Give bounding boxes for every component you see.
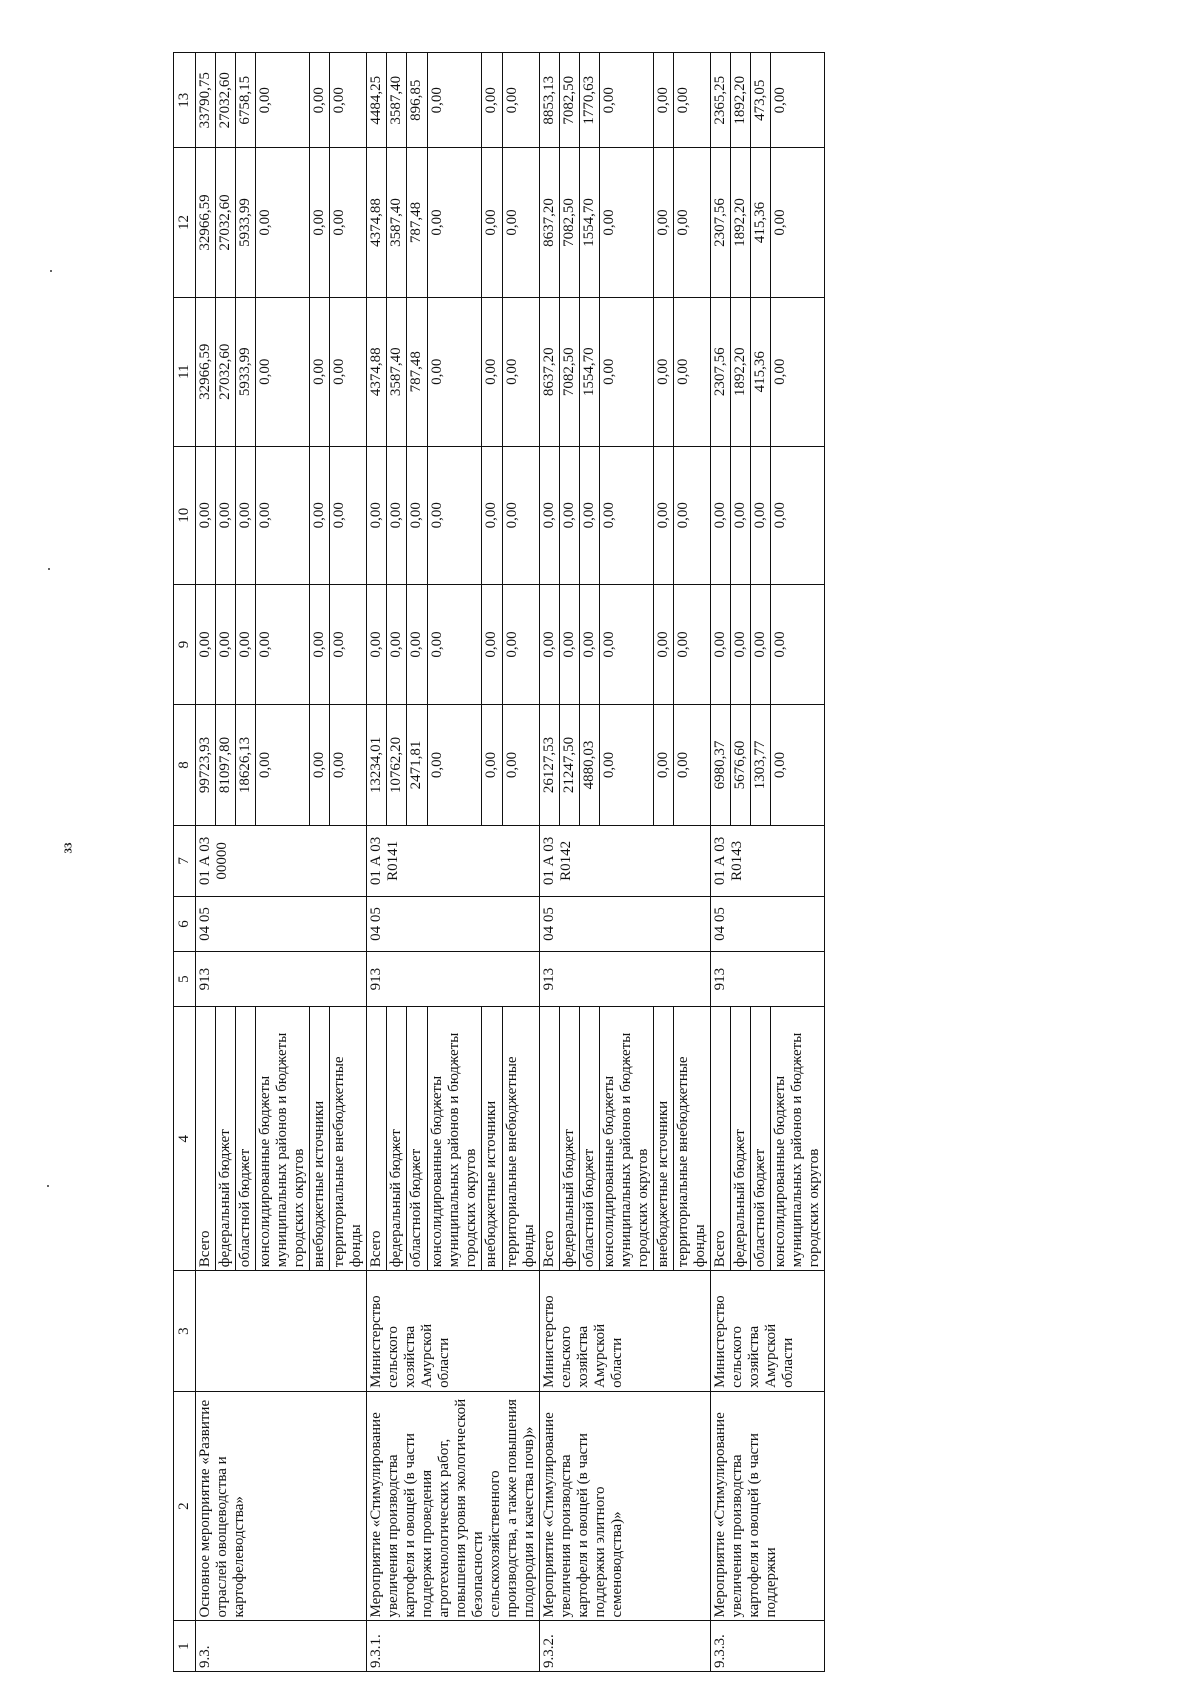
page-number: 33 [62, 842, 75, 854]
amount-cell: 0,00 [310, 148, 330, 297]
table-row [540, 53, 560, 1672]
amount-cell: 0,00 [427, 53, 482, 148]
amount-cell: 0,00 [482, 148, 502, 297]
item-number: 9.3.3. [711, 1621, 825, 1672]
funding-source: территориальные внебюджетные фонды [502, 1007, 540, 1271]
amount-cell: 27032,60 [216, 148, 236, 297]
amount-cell: 0,00 [330, 446, 367, 584]
amount-cell: 0,00 [711, 584, 731, 705]
amount-cell: 0,00 [751, 446, 771, 584]
funding-source: федеральный бюджет [560, 1007, 580, 1271]
amount-cell: 0,00 [600, 148, 654, 297]
amount-cell: 0,00 [256, 584, 310, 705]
amount-cell: 896,85 [407, 53, 427, 148]
responsible-executor [196, 1271, 367, 1392]
column-header: 12 [174, 148, 196, 297]
funding-source: федеральный бюджет [731, 1007, 751, 1271]
amount-cell: 32966,59 [196, 148, 216, 297]
amount-cell: 2471,81 [407, 705, 427, 826]
amount-cell: 6980,37 [711, 705, 731, 826]
amount-cell: 787,48 [407, 297, 427, 446]
header-row [174, 53, 196, 1672]
amount-cell: 0,00 [600, 584, 654, 705]
amount-cell: 4880,03 [580, 705, 600, 826]
funding-source: областной бюджет [580, 1007, 600, 1271]
item-title: Основное мероприятие «Развитие отраслей овощеводства и картофелеводства» [196, 1391, 367, 1621]
amount-cell: 0,00 [771, 705, 825, 826]
amount-cell: 81097,80 [216, 705, 236, 826]
amount-cell: 0,00 [540, 584, 560, 705]
amount-cell: 0,00 [711, 446, 731, 584]
amount-cell: 0,00 [256, 446, 310, 584]
amount-cell: 0,00 [330, 584, 367, 705]
column-header: 2 [174, 1391, 196, 1621]
amount-cell: 21247,50 [560, 705, 580, 826]
column-header: 5 [174, 952, 196, 1007]
amount-cell: 0,00 [482, 297, 502, 446]
amount-cell: 0,00 [540, 446, 560, 584]
csr-code: 01 А 03 R0141 [367, 825, 540, 896]
budget-table [173, 52, 825, 1672]
amount-cell: 10762,20 [387, 705, 407, 826]
amount-cell: 0,00 [256, 53, 310, 148]
column-header: 13 [174, 53, 196, 148]
amount-cell: 0,00 [427, 705, 482, 826]
amount-cell: 0,00 [330, 705, 367, 826]
funding-source: Всего [196, 1007, 216, 1271]
amount-cell: 0,00 [654, 53, 674, 148]
amount-cell: 0,00 [196, 446, 216, 584]
amount-cell: 0,00 [580, 584, 600, 705]
amount-cell: 0,00 [502, 705, 540, 826]
rzpr-code: 04 05 [711, 896, 825, 951]
amount-cell: 0,00 [600, 297, 654, 446]
amount-cell: 1770,63 [580, 53, 600, 148]
scan-speck [47, 1185, 49, 1187]
amount-cell: 18626,13 [236, 705, 256, 826]
amount-cell: 1554,70 [580, 148, 600, 297]
funding-source: консолидированные бюджеты муниципальных районов и бюджеты городских округов [771, 1007, 825, 1271]
funding-source: консолидированные бюджеты муниципальных районов и бюджеты городских округов [600, 1007, 654, 1271]
amount-cell: 32966,59 [196, 297, 216, 446]
amount-cell: 0,00 [751, 584, 771, 705]
column-header: 6 [174, 896, 196, 951]
table-row [711, 53, 731, 1672]
amount-cell: 0,00 [427, 446, 482, 584]
funding-source: консолидированные бюджеты муниципальных районов и бюджеты городских округов [256, 1007, 310, 1271]
funding-source: консолидированные бюджеты муниципальных районов и бюджеты городских округов [427, 1007, 482, 1271]
amount-cell: 0,00 [600, 705, 654, 826]
amount-cell: 0,00 [310, 53, 330, 148]
amount-cell: 2307,56 [711, 148, 731, 297]
column-header: 9 [174, 584, 196, 705]
amount-cell: 0,00 [731, 446, 751, 584]
amount-cell: 27032,60 [216, 53, 236, 148]
amount-cell: 0,00 [674, 705, 711, 826]
amount-cell: 0,00 [600, 53, 654, 148]
amount-cell: 5676,60 [731, 705, 751, 826]
amount-cell: 0,00 [367, 446, 387, 584]
amount-cell: 0,00 [216, 584, 236, 705]
amount-cell: 0,00 [502, 148, 540, 297]
amount-cell: 1554,70 [580, 297, 600, 446]
amount-cell: 0,00 [771, 53, 825, 148]
funding-source: внебюджетные источники [482, 1007, 502, 1271]
amount-cell: 0,00 [580, 446, 600, 584]
grbs-code: 913 [367, 952, 540, 1007]
item-number: 9.3. [196, 1621, 367, 1672]
csr-code: 01 А 03 R0143 [711, 825, 825, 896]
amount-cell: 0,00 [502, 297, 540, 446]
column-header: 3 [174, 1271, 196, 1392]
amount-cell: 787,48 [407, 148, 427, 297]
column-header: 7 [174, 825, 196, 896]
grbs-code: 913 [711, 952, 825, 1007]
amount-cell: 0,00 [256, 148, 310, 297]
amount-cell: 13234,01 [367, 705, 387, 826]
grbs-code: 913 [540, 952, 711, 1007]
amount-cell: 0,00 [674, 584, 711, 705]
amount-cell: 1892,20 [731, 297, 751, 446]
amount-cell: 0,00 [387, 446, 407, 584]
amount-cell: 0,00 [502, 53, 540, 148]
amount-cell: 0,00 [482, 53, 502, 148]
amount-cell: 5933,99 [236, 148, 256, 297]
funding-source: внебюджетные источники [654, 1007, 674, 1271]
funding-source: Всего [711, 1007, 731, 1271]
amount-cell: 0,00 [600, 446, 654, 584]
amount-cell: 0,00 [196, 584, 216, 705]
csr-code: 01 А 03 00000 [196, 825, 367, 896]
item-title: Мероприятие «Стимулирование увеличения производства картофеля и овощей (в части поддержки проведения агротехнологических работ, повышения уровня экологической безопасности сельскохозяйственного производства, а также повышения плодородия и качества почв)» [367, 1391, 540, 1621]
column-header: 10 [174, 446, 196, 584]
amount-cell: 0,00 [731, 584, 751, 705]
amount-cell: 0,00 [502, 584, 540, 705]
amount-cell: 1303,77 [751, 705, 771, 826]
amount-cell: 6758,15 [236, 53, 256, 148]
amount-cell: 0,00 [482, 446, 502, 584]
amount-cell: 7082,50 [560, 297, 580, 446]
amount-cell: 0,00 [674, 446, 711, 584]
amount-cell: 0,00 [310, 297, 330, 446]
amount-cell: 0,00 [310, 705, 330, 826]
amount-cell: 0,00 [674, 297, 711, 446]
amount-cell: 3587,40 [387, 148, 407, 297]
amount-cell: 0,00 [654, 446, 674, 584]
amount-cell: 0,00 [654, 148, 674, 297]
item-number: 9.3.1. [367, 1621, 540, 1672]
amount-cell: 0,00 [674, 148, 711, 297]
amount-cell: 0,00 [654, 705, 674, 826]
amount-cell: 0,00 [771, 584, 825, 705]
table-row [196, 53, 216, 1672]
funding-source: областной бюджет [236, 1007, 256, 1271]
amount-cell: 4484,25 [367, 53, 387, 148]
amount-cell: 0,00 [427, 297, 482, 446]
funding-source: территориальные внебюджетные фонды [674, 1007, 711, 1271]
amount-cell: 7082,50 [560, 53, 580, 148]
amount-cell: 2307,56 [711, 297, 731, 446]
column-header: 4 [174, 1007, 196, 1271]
amount-cell: 8853,13 [540, 53, 560, 148]
column-header: 1 [174, 1621, 196, 1672]
responsible-executor: Министерство сельского хозяйства Амурской области [711, 1271, 825, 1392]
amount-cell: 3587,40 [387, 297, 407, 446]
amount-cell: 0,00 [674, 53, 711, 148]
grbs-code: 913 [196, 952, 367, 1007]
amount-cell: 0,00 [560, 446, 580, 584]
responsible-executor: Министерство сельского хозяйства Амурской области [367, 1271, 540, 1392]
amount-cell: 3587,40 [387, 53, 407, 148]
amount-cell: 0,00 [330, 148, 367, 297]
funding-source: областной бюджет [751, 1007, 771, 1271]
scan-speck [50, 270, 52, 272]
amount-cell: 0,00 [502, 446, 540, 584]
amount-cell: 7082,50 [560, 148, 580, 297]
amount-cell: 0,00 [427, 148, 482, 297]
amount-cell: 0,00 [330, 53, 367, 148]
amount-cell: 0,00 [236, 446, 256, 584]
rzpr-code: 04 05 [540, 896, 711, 951]
item-title: Мероприятие «Стимулирование увеличения производства картофеля и овощей (в части поддержки элитного семеноводства)» [540, 1391, 711, 1621]
amount-cell: 0,00 [256, 297, 310, 446]
rotated-table-wrapper [173, 52, 1173, 1672]
amount-cell: 0,00 [482, 705, 502, 826]
amount-cell: 0,00 [771, 446, 825, 584]
amount-cell: 1892,20 [731, 53, 751, 148]
amount-cell: 26127,53 [540, 705, 560, 826]
amount-cell: 0,00 [654, 584, 674, 705]
item-title: Мероприятие «Стимулирование увеличения производства картофеля и овощей (в части поддержки [711, 1391, 825, 1621]
funding-source: федеральный бюджет [216, 1007, 236, 1271]
amount-cell: 0,00 [407, 584, 427, 705]
scan-speck [48, 568, 50, 570]
amount-cell: 0,00 [771, 297, 825, 446]
rzpr-code: 04 05 [367, 896, 540, 951]
amount-cell: 0,00 [560, 584, 580, 705]
amount-cell: 0,00 [310, 446, 330, 584]
amount-cell: 0,00 [367, 584, 387, 705]
amount-cell: 33790,75 [196, 53, 216, 148]
amount-cell: 0,00 [256, 705, 310, 826]
amount-cell: 4374,88 [367, 148, 387, 297]
amount-cell: 0,00 [654, 297, 674, 446]
amount-cell: 5933,99 [236, 297, 256, 446]
table-body [196, 53, 825, 1672]
amount-cell: 0,00 [236, 584, 256, 705]
rzpr-code: 04 05 [196, 896, 367, 951]
amount-cell: 27032,60 [216, 297, 236, 446]
amount-cell: 0,00 [482, 584, 502, 705]
amount-cell: 415,36 [751, 148, 771, 297]
table-row [367, 53, 387, 1672]
column-header: 11 [174, 297, 196, 446]
responsible-executor: Министерство сельского хозяйства Амурской области [540, 1271, 711, 1392]
amount-cell: 0,00 [216, 446, 236, 584]
amount-cell: 8637,20 [540, 297, 560, 446]
amount-cell: 0,00 [330, 297, 367, 446]
funding-source: Всего [540, 1007, 560, 1271]
csr-code: 01 А 03 R0142 [540, 825, 711, 896]
item-number: 9.3.2. [540, 1621, 711, 1672]
amount-cell: 99723,93 [196, 705, 216, 826]
amount-cell: 0,00 [387, 584, 407, 705]
amount-cell: 0,00 [310, 584, 330, 705]
amount-cell: 415,36 [751, 297, 771, 446]
amount-cell: 0,00 [771, 148, 825, 297]
amount-cell: 0,00 [407, 446, 427, 584]
amount-cell: 4374,88 [367, 297, 387, 446]
amount-cell: 1892,20 [731, 148, 751, 297]
amount-cell: 473,05 [751, 53, 771, 148]
amount-cell: 2365,25 [711, 53, 731, 148]
funding-source: областной бюджет [407, 1007, 427, 1271]
amount-cell: 8637,20 [540, 148, 560, 297]
column-header: 8 [174, 705, 196, 826]
amount-cell: 0,00 [427, 584, 482, 705]
funding-source: Всего [367, 1007, 387, 1271]
funding-source: территориальные внебюджетные фонды [330, 1007, 367, 1271]
funding-source: внебюджетные источники [310, 1007, 330, 1271]
funding-source: федеральный бюджет [387, 1007, 407, 1271]
